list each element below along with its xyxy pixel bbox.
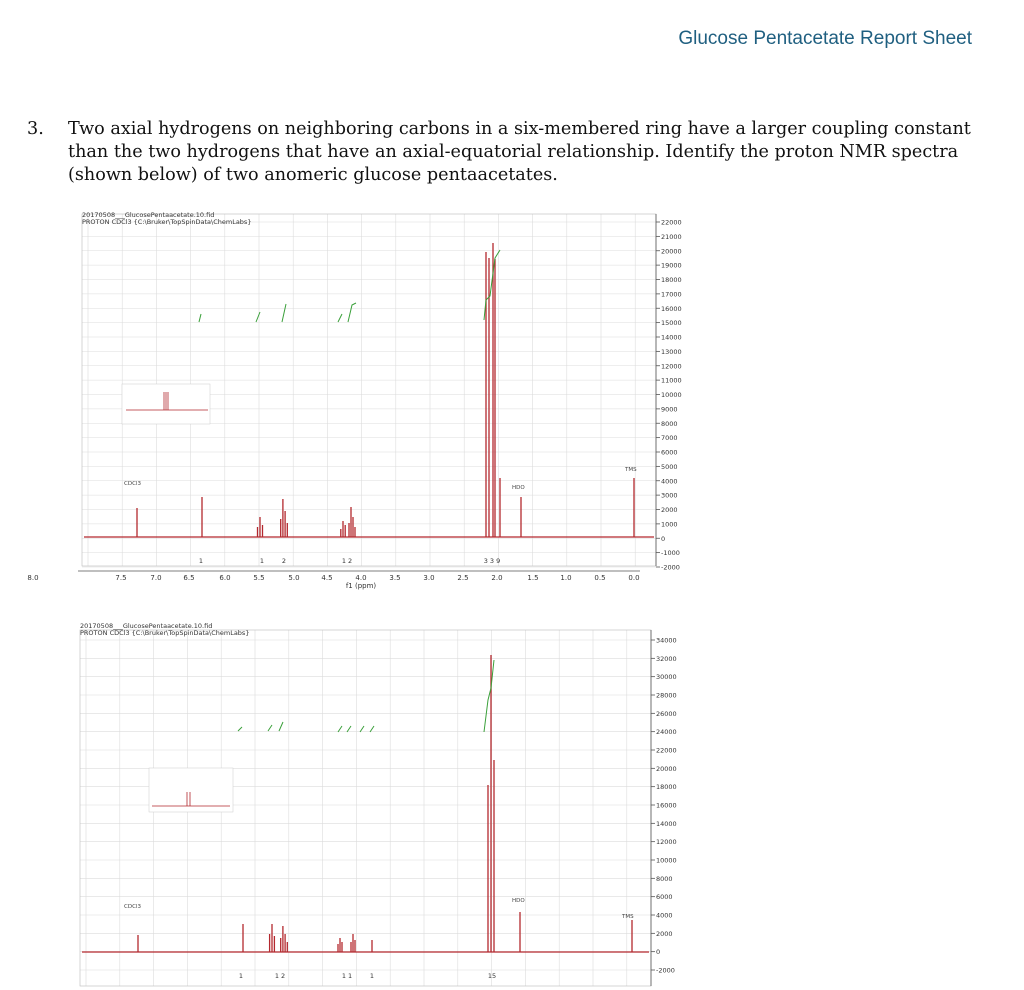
y-tick-label: 11000 bbox=[661, 376, 682, 385]
acquisition-info: PROTON CDCl3 {C:\Bruker\TopSpinData\ChemLabs} bbox=[80, 629, 250, 637]
y-tick-label: 14000 bbox=[656, 819, 677, 828]
x-tick-label: 6.5 bbox=[183, 574, 195, 582]
y-tick-label: 26000 bbox=[656, 709, 677, 718]
y-tick-label: 8000 bbox=[661, 419, 678, 428]
y-tick-label: 34000 bbox=[656, 636, 677, 645]
integral-value: 1 2 bbox=[274, 972, 286, 980]
x-tick-label: 0.0 bbox=[628, 574, 640, 582]
y-tick-label: 15000 bbox=[661, 319, 682, 328]
x-tick-label: 4.0 bbox=[355, 574, 367, 582]
acquisition-info: PROTON CDCl3 {C:\Bruker\TopSpinData\ChemLabs} bbox=[82, 218, 252, 226]
x-tick-label: 2.5 bbox=[457, 574, 469, 582]
y-tick-label: 28000 bbox=[656, 691, 677, 700]
x-tick-label: 3.5 bbox=[389, 574, 401, 582]
tms-label: TMS bbox=[622, 914, 634, 920]
x-tick-label: 8.0 bbox=[27, 574, 39, 582]
question-number: 3. bbox=[27, 119, 44, 139]
y-tick-label: 7000 bbox=[661, 434, 678, 443]
nmr-spectrum-1 bbox=[27, 211, 681, 590]
integral-value: 1 bbox=[238, 972, 244, 980]
integral-curve bbox=[199, 314, 201, 322]
y-tick-label: 10000 bbox=[656, 856, 677, 865]
y-tick-label: 24000 bbox=[656, 728, 677, 737]
x-tick-label: 5.0 bbox=[288, 574, 300, 582]
tms-label: TMS bbox=[625, 467, 637, 473]
y-tick-label: 21000 bbox=[661, 232, 682, 241]
x-tick-label: 6.0 bbox=[219, 574, 231, 582]
integral-value: 3 3 9 bbox=[483, 557, 501, 565]
x-tick-label: 2.0 bbox=[491, 574, 503, 582]
integral-value: 2 bbox=[281, 557, 287, 565]
x-tick-label: 0.5 bbox=[594, 574, 606, 582]
y-tick-label: 0 bbox=[656, 948, 661, 957]
x-axis-title: f1 (ppm) bbox=[345, 582, 377, 590]
y-tick-label: 18000 bbox=[656, 783, 677, 792]
integral-curve bbox=[268, 722, 283, 731]
y-tick-label: 10000 bbox=[661, 391, 682, 399]
file-name: 20170508___GlucosePentaacetate.10.fid bbox=[80, 622, 213, 630]
y-tick-label: 20000 bbox=[656, 764, 677, 773]
nmr-spectrum-2 bbox=[80, 622, 677, 986]
y-tick-label: 19000 bbox=[661, 261, 682, 270]
inset-zoom bbox=[149, 768, 233, 812]
y-tick-label: 20000 bbox=[661, 247, 682, 256]
y-tick-label: 3000 bbox=[661, 491, 678, 500]
y-tick-label: 1000 bbox=[661, 520, 678, 529]
integral-curve bbox=[338, 303, 356, 322]
integral-value: 1 2 bbox=[341, 557, 353, 565]
y-tick-label: 0 bbox=[661, 534, 666, 543]
y-tick-label: -1000 bbox=[661, 549, 680, 558]
solvent-label: CDCl3 bbox=[124, 904, 141, 910]
integral-curve bbox=[256, 304, 286, 322]
y-tick-label: 22000 bbox=[661, 218, 682, 227]
y-tick-label: 16000 bbox=[661, 304, 682, 313]
x-tick-label: 7.0 bbox=[150, 574, 162, 582]
y-tick-label: 6000 bbox=[656, 893, 673, 902]
integral-curve bbox=[484, 660, 494, 732]
y-tick-label: 22000 bbox=[656, 746, 677, 755]
report-title: Glucose Pentacetate Report Sheet bbox=[678, 28, 972, 49]
integral-value: 1 bbox=[369, 972, 375, 980]
y-tick-label: 30000 bbox=[656, 673, 677, 682]
x-tick-label: 5.5 bbox=[253, 574, 265, 582]
y-tick-label: 12000 bbox=[661, 362, 682, 371]
inset-zoom bbox=[122, 384, 210, 424]
y-tick-label: 6000 bbox=[661, 448, 678, 457]
y-tick-label: 12000 bbox=[656, 838, 677, 847]
question-text: Two axial hydrogens on neighboring carbons in a six-membered ring have a larger coupling constant than the two hydrogens that have an axial-equatorial relationship. Identify the proton NMR spectra (shown below) of two anomeric glucose pentaacetates. bbox=[68, 119, 971, 185]
hdo-label: HDO bbox=[512, 485, 525, 491]
y-tick-label: 9000 bbox=[661, 405, 678, 414]
integral-value: 1 1 bbox=[341, 972, 353, 980]
y-tick-label: 8000 bbox=[656, 874, 673, 883]
y-tick-label: 2000 bbox=[661, 506, 678, 514]
solvent-label: CDCl3 bbox=[124, 481, 141, 487]
y-tick-label: 4000 bbox=[656, 911, 673, 920]
integral-curve bbox=[338, 726, 374, 732]
x-tick-label: 1.5 bbox=[527, 574, 539, 582]
y-tick-label: 13000 bbox=[661, 347, 682, 356]
integral-value: 15 bbox=[487, 972, 497, 980]
integral-curve bbox=[238, 727, 242, 731]
x-tick-label: 4.5 bbox=[321, 574, 333, 582]
integral-value: 1 bbox=[198, 557, 204, 565]
y-tick-label: 17000 bbox=[661, 290, 682, 299]
y-tick-label: 4000 bbox=[661, 477, 678, 486]
y-tick-label: 16000 bbox=[656, 801, 677, 810]
y-tick-label: -2000 bbox=[656, 966, 675, 975]
hdo-label: HDO bbox=[512, 898, 525, 904]
y-tick-label: 32000 bbox=[656, 654, 677, 663]
x-tick-label: 1.0 bbox=[560, 574, 572, 582]
y-tick-label: 2000 bbox=[656, 929, 673, 938]
y-tick-label: 5000 bbox=[661, 462, 678, 471]
inset-frame bbox=[149, 768, 233, 812]
y-tick-label: 18000 bbox=[661, 276, 682, 284]
file-name: 20170508___GlucosePentaacetate.10.fid bbox=[82, 211, 215, 219]
x-tick-label: 3.0 bbox=[423, 574, 435, 582]
y-tick-label: -2000 bbox=[661, 563, 680, 572]
y-tick-label: 14000 bbox=[661, 333, 682, 342]
integral-value: 1 bbox=[259, 557, 265, 565]
x-tick-label: 7.5 bbox=[115, 574, 127, 582]
